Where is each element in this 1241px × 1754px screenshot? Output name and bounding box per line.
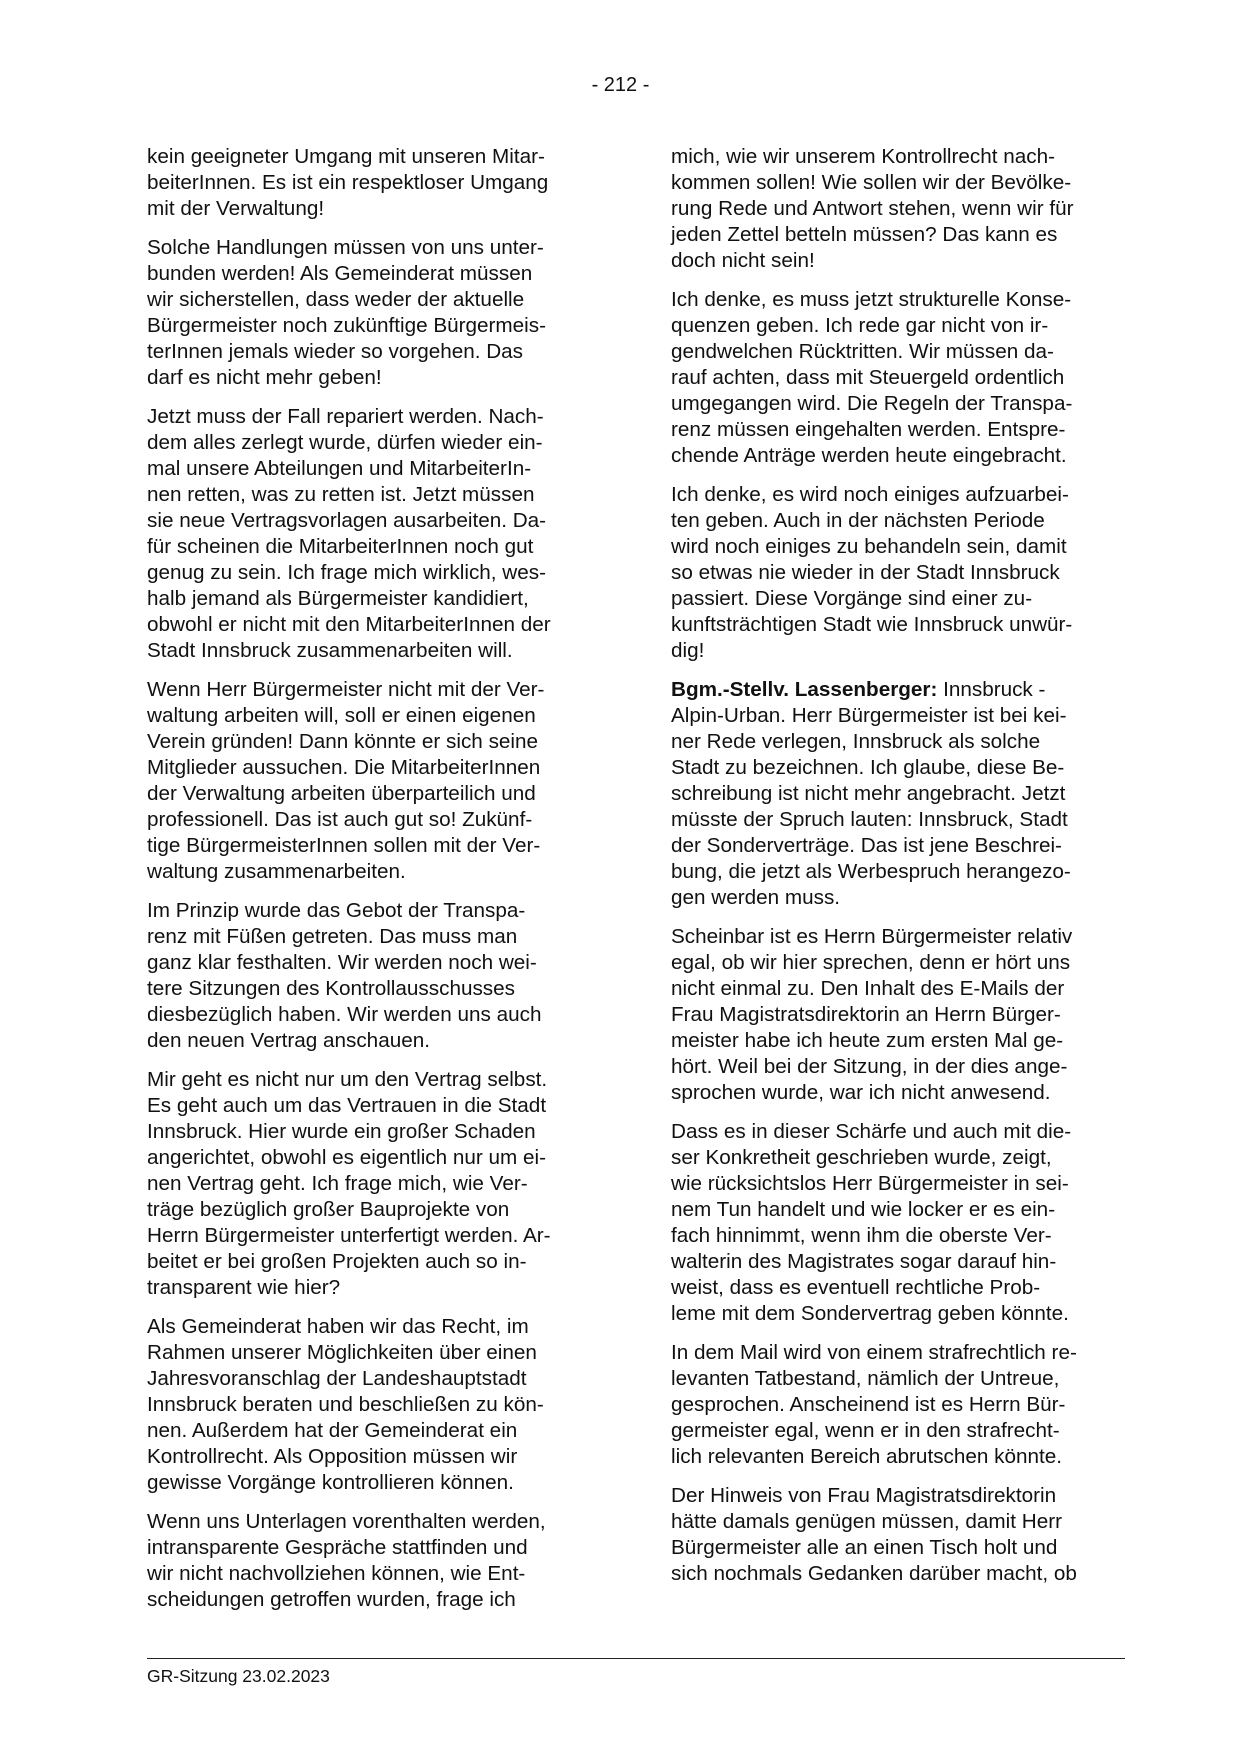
paragraph [671,924,1123,1106]
text-line: walterin des Magistrates sogar darauf hin- [671,1250,1057,1273]
text-line: renz mit Füßen getreten. Das muss man [147,925,518,948]
text-line: dem alles zerlegt wurde, dürfen wieder ein- [147,431,543,454]
text-line: meister habe ich heute zum ersten Mal ge- [671,1029,1064,1052]
text-line: Wenn uns Unterlagen vorenthalten werden, [147,1510,546,1533]
text-line: tige BürgermeisterInnen sollen mit der Ver- [147,834,541,857]
text-line: chende Anträge werden heute eingebracht. [671,444,1067,467]
text-line: so etwas nie wieder in der Stadt Innsbruck [671,561,1060,584]
text-line: Alpin-Urban. Herr Bürgermeister ist bei kei- [671,704,1067,727]
text-line: Jahresvoranschlag der Landeshauptstadt [147,1367,527,1390]
paragraph [671,677,1123,911]
text-line: rung Rede und Antwort stehen, wenn wir für [671,197,1074,220]
text-line: Verein gründen! Dann könnte er sich seine [147,730,539,753]
text-line: wir sicherstellen, dass weder der aktuelle [147,288,525,311]
text-line: dig! [671,639,705,662]
text-line: intransparente Gespräche stattfinden und [147,1536,528,1559]
text-line: passiert. Diese Vorgänge sind einer zu- [671,587,1033,610]
text-line: Jetzt muss der Fall repariert werden. Nach- [147,405,544,428]
footer-rule [147,1658,1125,1659]
text-line: halb jemand als Bürgermeister kandidiert, [147,587,529,610]
text-line: Wenn Herr Bürgermeister nicht mit der Ver- [147,678,545,701]
text-line: beitet er bei großen Projekten auch so in- [147,1250,527,1273]
text-line: Herrn Bürgermeister unterfertigt werden. Ar- [147,1224,551,1247]
text-line: Es geht auch um das Vertrauen in die Stadt [147,1094,547,1117]
text-line: hätte damals genügen müssen, damit Herr [671,1510,1062,1533]
text-line: genug zu sein. Ich frage mich wirklich, wes- [147,561,546,584]
text-line: obwohl er nicht mit den MitarbeiterInnen der [147,613,551,636]
text-line: Innsbruck beraten und beschließen zu kön- [147,1393,544,1416]
text-line: Der Hinweis von Frau Magistratsdirektorin [671,1484,1057,1507]
text-line: tere Sitzungen des Kontrollausschusses [147,977,515,1000]
page-number: - 212 - [591,74,650,96]
paragraph [671,287,1123,469]
text-line: der Sonderverträge. Das ist jene Beschrei- [671,834,1062,857]
paragraph [147,144,599,222]
text-line: bung, die jetzt als Werbespruch herangezo- [671,860,1071,883]
text-line: wir nicht nachvollziehen können, wie Ent- [147,1562,526,1585]
text-line: nen Vertrag geht. Ich frage mich, wie Ver- [147,1172,528,1195]
text-line: In dem Mail wird von einem strafrechtlich re- [671,1341,1077,1364]
text-line: Stadt zu bezeichnen. Ich glaube, diese Be- [671,756,1065,779]
paragraph [147,1314,599,1496]
text-line: ser Konkretheit geschrieben wurde, zeigt, [671,1146,1052,1169]
text-line: egal, ob wir hier sprechen, denn er hört uns [671,951,1071,974]
text-line: Innsbruck. Hier wurde ein großer Schaden [147,1120,536,1143]
text-line: Rahmen unserer Möglichkeiten über einen [147,1341,537,1364]
paragraph [671,482,1123,664]
text-line: bunden werden! Als Gemeinderat müssen [147,262,533,285]
text-line: Kontrollrecht. Als Opposition müssen wir [147,1445,518,1468]
text-line: hört. Weil bei der Sitzung, in der dies ange- [671,1055,1068,1078]
text-line: beiterInnen. Es ist ein respektloser Umgang [147,171,549,194]
text-line: transparent wie hier? [147,1276,341,1299]
text-line: lich relevanten Bereich abrutschen könnte. [671,1445,1063,1468]
text-line: wird noch einiges zu behandeln sein, damit [671,535,1067,558]
text-line: mal unsere Abteilungen und MitarbeiterIn- [147,457,532,480]
text-line: Mitglieder aussuchen. Die MitarbeiterInnen [147,756,541,779]
text-line: kommen sollen! Wie sollen wir der Bevölke- [671,171,1072,194]
text-line: fach hinnimmt, wenn ihm die oberste Ver- [671,1224,1052,1247]
text-line: Stadt Innsbruck zusammenarbeiten will. [147,639,513,662]
text-line: ner Rede verlegen, Innsbruck als solche [671,730,1041,753]
text-line: wie rücksichtslos Herr Bürgermeister in sei- [671,1172,1069,1195]
text-line: darf es nicht mehr geben! [147,366,382,389]
text-line: schreibung ist nicht mehr angebracht. Jetzt [671,782,1066,805]
footer-session-date: GR-Sitzung 23.02.2023 [147,1666,330,1686]
paragraph [671,1119,1123,1327]
text-line: leme mit dem Sondervertrag geben könnte. [671,1302,1069,1325]
text-line: mich, wie wir unserem Kontrollrecht nach- [671,145,1056,168]
paragraph [147,404,599,664]
text-line: gesprochen. Anscheinend ist es Herrn Bür- [671,1393,1066,1416]
text-line: Frau Magistratsdirektorin an Herrn Bürger- [671,1003,1061,1026]
text-line: renz müssen eingehalten werden. Entspre- [671,418,1066,441]
text-line: ten geben. Auch in der nächsten Periode [671,509,1045,532]
text-line: nen. Außerdem hat der Gemeinderat ein [147,1419,518,1442]
text-line: mit der Verwaltung! [147,197,325,220]
text-line: waltung arbeiten will, soll er einen eigenen [147,704,536,727]
text-line: rauf achten, dass mit Steuergeld ordentlich [671,366,1065,389]
paragraph [147,1067,599,1301]
text-line: scheidungen getroffen wurden, frage ich [147,1588,516,1611]
right-column [671,144,1123,1600]
paragraph [671,144,1123,274]
text-line: gewisse Vorgänge kontrollieren können. [147,1471,514,1494]
text-line: weist, dass es eventuell rechtliche Prob- [671,1276,1041,1299]
speaker-line-text: Innsbruck - [937,678,1046,701]
text-line: doch nicht sein! [671,249,815,272]
text-line: professionell. Das ist auch gut so! Zukünf- [147,808,533,831]
paragraph [147,677,599,885]
text-line: terInnen jemals wieder so vorgehen. Das [147,340,524,363]
text-line [671,677,1123,703]
text-line: levanten Tatbestand, nämlich der Untreue, [671,1367,1060,1390]
text-line: Als Gemeinderat haben wir das Recht, im [147,1315,529,1338]
text-line: Ich denke, es wird noch einiges aufzuarbei- [671,483,1069,506]
text-line: den neuen Vertrag anschauen. [147,1029,430,1052]
text-line: für scheinen die MitarbeiterInnen noch gut [147,535,534,558]
text-line: sich nochmals Gedanken darüber macht, ob [671,1562,1077,1585]
text-line: quenzen geben. Ich rede gar nicht von ir- [671,314,1049,337]
text-line: gendwelchen Rücktritten. Wir müssen da- [671,340,1054,363]
text-line: Im Prinzip wurde das Gebot der Transpa- [147,899,526,922]
text-line: Dass es in dieser Schärfe und auch mit die- [671,1120,1072,1143]
text-line: jeden Zettel betteln müssen? Das kann es [671,223,1058,246]
text-line: ganz klar festhalten. Wir werden noch wei- [147,951,537,974]
left-column [147,144,599,1626]
paragraph [147,898,599,1054]
text-line: Solche Handlungen müssen von uns unter- [147,236,544,259]
paragraph [147,235,599,391]
text-line: nicht einmal zu. Den Inhalt des E-Mails der [671,977,1065,1000]
text-line: nem Tun handelt und wie locker er es ein- [671,1198,1056,1221]
paragraph [671,1340,1123,1470]
text-line: müsste der Spruch lauten: Innsbruck, Stadt [671,808,1068,831]
text-line: Bürgermeister noch zukünftige Bürgermeis- [147,314,546,337]
text-line: sprochen wurde, war ich nicht anwesend. [671,1081,1051,1104]
speaker-name: Bgm.-Stellv. Lassenberger: [671,678,938,701]
paragraph [147,1509,599,1613]
text-line: diesbezüglich haben. Wir werden uns auch [147,1003,542,1026]
text-line: umgegangen wird. Die Regeln der Transpa- [671,392,1073,415]
text-line: Ich denke, es muss jetzt strukturelle Konse- [671,288,1072,311]
paragraph [671,1483,1123,1587]
text-line: gen werden muss. [671,886,841,909]
text-line: kein geeigneter Umgang mit unseren Mitar- [147,145,545,168]
text-line: nen retten, was zu retten ist. Jetzt müssen [147,483,535,506]
text-line: Mir geht es nicht nur um den Vertrag selbst. [147,1068,548,1091]
text-line: träge bezüglich großer Bauprojekte von [147,1198,510,1221]
text-line: angerichtet, obwohl es eigentlich nur um ei- [147,1146,547,1169]
text-line: Scheinbar ist es Herrn Bürgermeister relativ [671,925,1073,948]
text-line: kunftsträchtigen Stadt wie Innsbruck unwür- [671,613,1073,636]
text-line: germeister egal, wenn er in den strafrecht- [671,1419,1060,1442]
text-line: Bürgermeister alle an einen Tisch holt und [671,1536,1058,1559]
text-line: der Verwaltung arbeiten überparteilich und [147,782,536,805]
text-line: waltung zusammenarbeiten. [147,860,406,883]
text-line: sie neue Vertragsvorlagen ausarbeiten. Da- [147,509,547,532]
